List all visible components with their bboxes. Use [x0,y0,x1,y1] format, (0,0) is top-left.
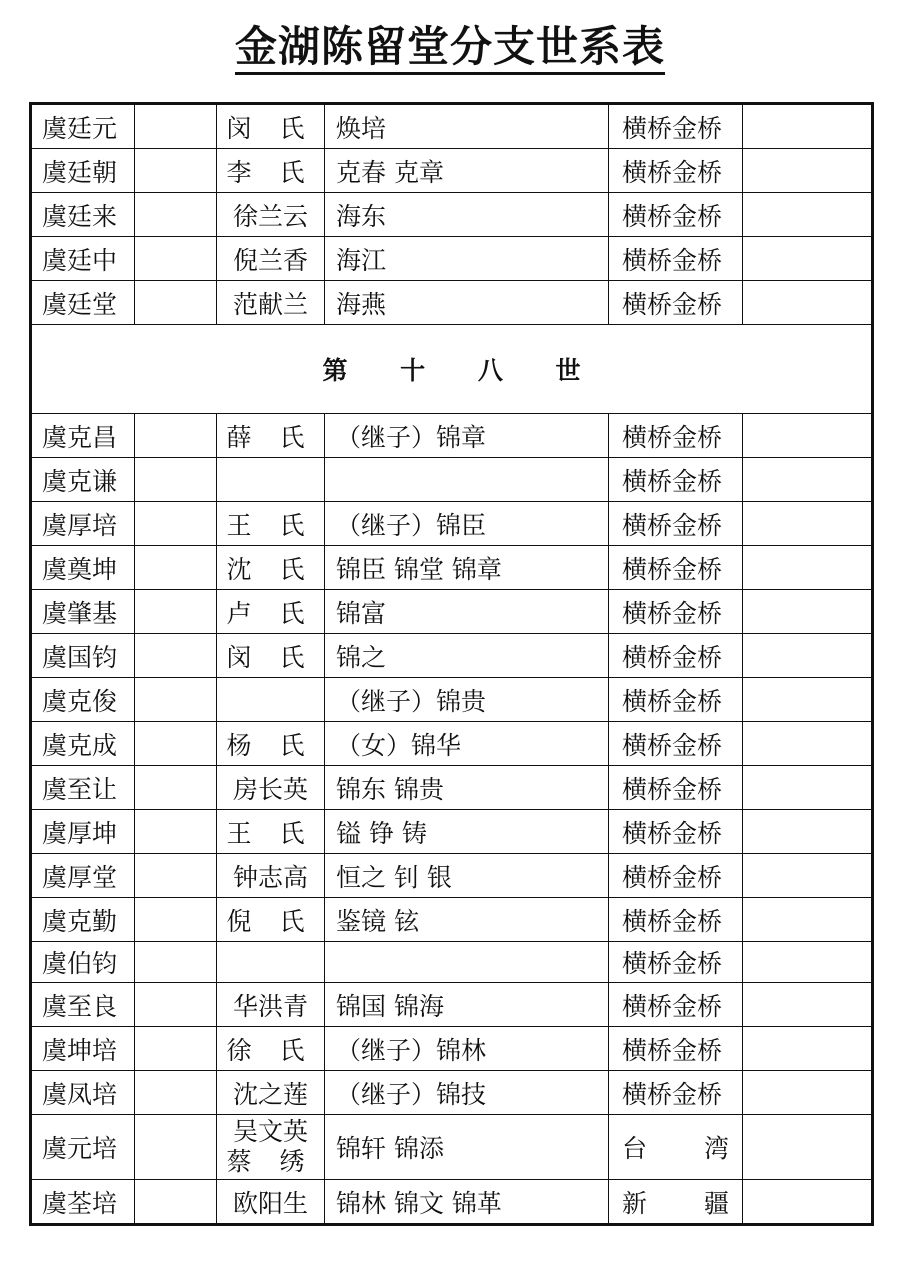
spouse-cell [217,458,325,502]
children-cell [325,193,609,237]
spouse-text: 卢 氏 [226,598,315,628]
table-row [31,810,873,854]
table-row [31,546,873,590]
name-cell [31,1071,135,1115]
children-cell [325,678,609,722]
residence-cell [609,237,743,281]
blank-cell [743,983,873,1027]
children-text: 海东 [336,201,387,231]
blank-cell [743,766,873,810]
blank-cell [743,1180,873,1225]
name-text: 虞坤培 [42,1035,118,1065]
blank-cell [135,193,217,237]
spouse-cell [217,193,325,237]
name-text: 虞至良 [42,991,118,1021]
residence-cell [609,590,743,634]
spouse-cell [217,1071,325,1115]
children-cell [325,810,609,854]
residence-cell [609,898,743,942]
children-cell [325,458,609,502]
name-text: 虞厚培 [42,510,118,540]
children-cell [325,634,609,678]
spouse-text: 沈 氏 [226,554,315,584]
blank-cell [743,898,873,942]
spouse-cell [217,281,325,325]
name-text: 虞克谦 [42,466,118,496]
blank-cell [743,942,873,983]
blank-cell [743,546,873,590]
children-cell [325,414,609,458]
spouse-cell [217,590,325,634]
residence-text: 横桥金桥 [622,991,723,1021]
residence-text: 横桥金桥 [622,245,723,275]
blank-cell [135,983,217,1027]
table-row [31,1071,873,1115]
residence-cell [609,104,743,149]
residence-text: 横桥金桥 [622,862,723,892]
blank-cell [135,634,217,678]
table-row [31,766,873,810]
blank-cell [135,942,217,983]
spouse-text: 沈之莲 [232,1079,308,1109]
blank-cell [135,1180,217,1225]
name-cell: 虞元培 [31,1115,135,1180]
blank-cell [135,149,217,193]
spouse-cell [217,942,325,983]
table-row [31,854,873,898]
table-row [31,281,873,325]
residence-text: 横桥金桥 [622,289,723,319]
children-text: （继子）锦臣 [336,510,487,540]
spouse-text: 钟志高 [232,862,308,892]
table-row [31,634,873,678]
name-text: 虞克成 [42,730,118,760]
spouse-text: 徐兰云 [232,201,308,231]
blank-cell [743,502,873,546]
spouse-cell [217,414,325,458]
spouse-text: 闵 氏 [226,642,315,672]
table-row [31,1180,873,1225]
spouse-cell [217,810,325,854]
name-cell [31,634,135,678]
spouse-text: 杨 氏 [226,730,315,760]
spouse-text: 吴文英 [232,1117,308,1146]
name-text: 虞廷朝 [42,157,118,187]
residence-text: 横桥金桥 [622,113,723,143]
children-cell [325,149,609,193]
children-text: 锦富 [336,598,387,628]
spouse-text: 王 氏 [226,510,315,540]
blank-cell [135,546,217,590]
children-text: 海燕 [336,289,387,319]
blank-cell [135,722,217,766]
name-text: 虞廷来 [42,201,118,231]
name-text: 虞廷堂 [42,289,118,319]
children-text: （女）锦华 [336,730,462,760]
blank-cell [743,149,873,193]
name-text: 虞国钧 [42,642,118,672]
page-title: 金湖陈留堂分支世系表 [0,14,900,74]
residence-text: 横桥金桥 [622,510,723,540]
table-body-after [31,414,873,1115]
blank-cell [135,1027,217,1071]
table-row [31,193,873,237]
spouse-cell [217,634,325,678]
blank-cell [743,458,873,502]
name-cell [31,502,135,546]
blank-cell [135,237,217,281]
spouse-cell [217,898,325,942]
name-text: 虞伯钧 [42,949,118,978]
children-cell [325,1071,609,1115]
table-row [31,942,873,983]
residence-cell [609,1071,743,1115]
children-cell [325,281,609,325]
name-cell [31,414,135,458]
generation-heading: 第 十 八 世 [31,325,873,414]
spouse-cell [217,546,325,590]
residence-cell [609,766,743,810]
blank-cell [743,722,873,766]
spouse-text: 华洪青 [232,991,308,1021]
blank-cell [135,854,217,898]
blank-cell [135,678,217,722]
children-cell [325,546,609,590]
table-row [31,237,873,281]
residence-text: 横桥金桥 [622,686,723,716]
children-text: 焕培 [336,113,387,143]
spouse-text: 倪 氏 [226,906,315,936]
name-text: 虞凤培 [42,1079,118,1109]
residence-cell [609,414,743,458]
name-cell [31,193,135,237]
residence-cell [609,1027,743,1071]
table-row [31,722,873,766]
blank-cell [743,854,873,898]
residence-cell [609,546,743,590]
residence-cell [609,810,743,854]
residence-text: 横桥金桥 [622,949,723,978]
children-cell: 锦林 锦文 锦革 [325,1180,609,1225]
spouse-cell [217,104,325,149]
residence-cell [609,1180,743,1225]
spouse-cell [217,237,325,281]
generation-heading-row [31,325,873,414]
spouse-cell [217,1115,325,1180]
table-row [31,983,873,1027]
blank-cell [743,1027,873,1071]
spouse-text: 徐 氏 [226,1035,315,1065]
name-text: 虞克俊 [42,686,118,716]
residence-part: 新 [622,1188,648,1218]
residence-cell [609,193,743,237]
residence-text: 横桥金桥 [622,774,723,804]
name-text: 虞厚坤 [42,818,118,848]
spouse-cell [217,766,325,810]
children-text: 镒 铮 铸 [336,818,427,848]
name-text: 虞奠坤 [42,554,118,584]
spouse-cell [217,149,325,193]
blank-cell [743,104,873,149]
children-text: （继子）锦章 [336,422,487,452]
spouse-cell [217,502,325,546]
table-row [31,590,873,634]
blank-cell [135,810,217,854]
children-cell [325,766,609,810]
table-row [31,414,873,458]
blank-cell [743,1071,873,1115]
residence-cell [609,458,743,502]
blank-cell [135,1115,217,1180]
children-text: 鉴镜 铉 [336,906,419,936]
residence-text: 横桥金桥 [622,554,723,584]
residence-cell [609,149,743,193]
blank-cell [743,281,873,325]
blank-cell [743,590,873,634]
blank-cell [743,678,873,722]
name-cell [31,546,135,590]
spouse-cell [217,678,325,722]
table-row [31,458,873,502]
children-text: （继子）锦林 [336,1035,487,1065]
table-row [31,149,873,193]
name-cell [31,281,135,325]
residence-cell [609,722,743,766]
residence-cell [609,983,743,1027]
name-cell [31,983,135,1027]
name-cell [31,458,135,502]
children-text: 恒之 钊 银 [336,862,452,892]
name-text: 虞厚堂 [42,862,118,892]
blank-cell [743,414,873,458]
children-cell [325,502,609,546]
blank-cell [743,634,873,678]
residence-text: 横桥金桥 [622,157,723,187]
residence-cell [609,502,743,546]
spouse-text: 李 氏 [226,157,315,187]
name-cell [31,1027,135,1071]
blank-cell [743,193,873,237]
spouse-text: 王 氏 [226,818,315,848]
name-text: 虞廷元 [42,113,118,143]
table-row [31,502,873,546]
table-body-tail [31,1115,873,1225]
residence-part: 湾 [703,1134,729,1163]
children-text: 锦国 锦海 [336,991,444,1021]
blank-cell [135,766,217,810]
residence-cell [609,942,743,983]
name-cell [31,898,135,942]
blank-cell [135,898,217,942]
name-text: 虞至让 [42,774,118,804]
table-row [31,1115,873,1180]
blank-cell [743,1115,873,1180]
children-cell [325,983,609,1027]
table-row [31,1027,873,1071]
spouse-text: 蔡 绣 [226,1147,315,1176]
children-text: 克春 克章 [336,157,444,187]
spouse-cell: 欧阳生 [217,1180,325,1225]
name-cell [31,722,135,766]
name-cell [31,104,135,149]
name-cell [31,810,135,854]
residence-text: 横桥金桥 [622,818,723,848]
spouse-cell [217,1027,325,1071]
children-cell [325,722,609,766]
table-body-before [31,104,873,325]
children-text: 海江 [336,245,387,275]
blank-cell [135,104,217,149]
residence-cell [609,1115,743,1180]
residence-text: 横桥金桥 [622,466,723,496]
residence-text: 横桥金桥 [622,730,723,760]
name-cell: 虞荃培 [31,1180,135,1225]
children-cell [325,942,609,983]
residence-part: 台 [622,1134,648,1163]
spouse-text: 倪兰香 [232,245,308,275]
children-cell: 锦轩 锦添 [325,1115,609,1180]
blank-cell [135,590,217,634]
name-cell [31,942,135,983]
children-cell [325,237,609,281]
name-cell [31,590,135,634]
name-cell [31,237,135,281]
residence-cell [609,678,743,722]
residence-text: 横桥金桥 [622,598,723,628]
residence-text: 横桥金桥 [622,642,723,672]
children-cell [325,854,609,898]
name-cell [31,854,135,898]
table-row [31,104,873,149]
spouse-cell [217,854,325,898]
table-row [31,678,873,722]
blank-cell [135,414,217,458]
residence-text: 横桥金桥 [622,422,723,452]
blank-cell [135,1071,217,1115]
children-text: （继子）锦贵 [336,686,487,716]
residence-cell [609,854,743,898]
children-cell [325,104,609,149]
children-cell [325,898,609,942]
children-text: （继子）锦技 [336,1079,487,1109]
blank-cell [743,237,873,281]
residence-part: 疆 [703,1188,729,1218]
spouse-cell [217,722,325,766]
residence-text: 横桥金桥 [622,1035,723,1065]
name-text: 虞克勤 [42,906,118,936]
residence-text: 横桥金桥 [622,1079,723,1109]
spouse-text: 范献兰 [232,289,308,319]
name-text: 虞廷中 [42,245,118,275]
blank-cell [135,458,217,502]
blank-cell [135,502,217,546]
blank-cell [135,281,217,325]
children-cell [325,1027,609,1071]
spouse-text: 薛 氏 [226,422,315,452]
children-text: 锦臣 锦堂 锦章 [336,554,502,584]
lineage-table [29,102,874,1226]
residence-cell [609,281,743,325]
spouse-text: 房长英 [232,774,308,804]
name-text: 虞克昌 [42,422,118,452]
name-cell [31,766,135,810]
residence-text: 横桥金桥 [622,906,723,936]
residence-text: 横桥金桥 [622,201,723,231]
table-row [31,898,873,942]
name-cell [31,149,135,193]
name-text: 虞肇基 [42,598,118,628]
residence-cell [609,634,743,678]
children-cell [325,590,609,634]
name-cell [31,678,135,722]
children-text: 锦之 [336,642,387,672]
children-text: 锦东 锦贵 [336,774,444,804]
spouse-cell [217,983,325,1027]
spouse-text: 闵 氏 [226,113,315,143]
blank-cell [743,810,873,854]
